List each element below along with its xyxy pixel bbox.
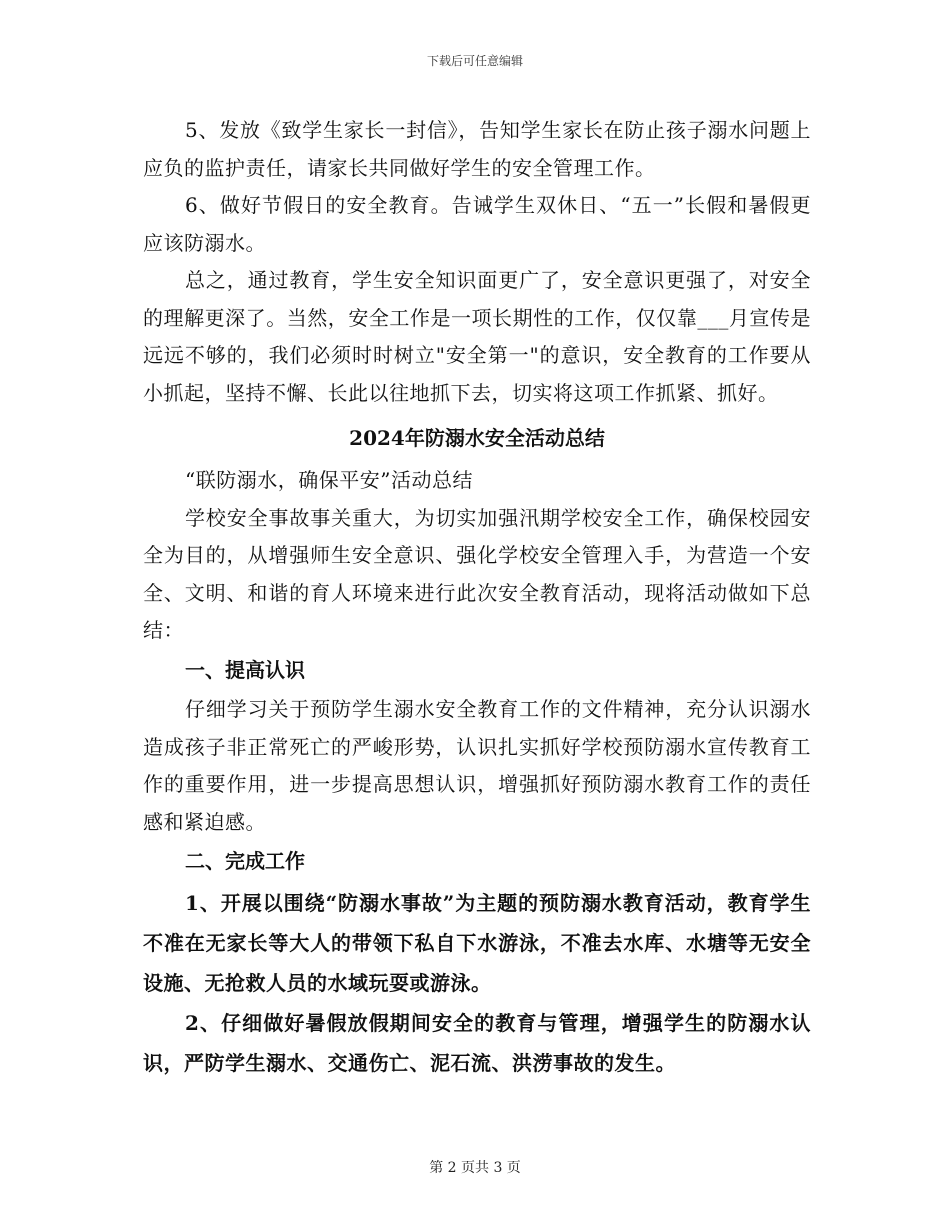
paragraph-item-6: 6、做好节假日的安全教育。告诫学生双休日、“五一”长假和暑假更应该防溺水。	[143, 193, 811, 255]
page-footer: 第 2 页共 3 页	[429, 1160, 521, 1176]
section-2-item-1: 1、开展以围绕“防溺水事故”为主题的预防溺水教育活动，教育学生不准在无家长等大人的带领下私自下水游泳，不准去水库、水塘等无安全设施、无抢救人员的水域玩耍或游泳。	[143, 890, 811, 995]
section-1-body: 仔细学习关于预防学生溺水安全教育工作的文件精神，充分认识溺水造成孩子非正常死亡的严峻形势，认识扎实抓好学校预防溺水宣传教育工作的重要作用，进一步提高思想认识，增强抓好预防溺水教育工作的责任感和紧迫感。	[143, 697, 811, 834]
section-heading-2: 二、完成工作	[185, 849, 305, 873]
document-subtitle: “联防溺水，确保平安”活动总结	[185, 468, 473, 492]
section-2-item-2: 2、仔细做好暑假放假期间安全的教育与管理，增强学生的防溺水认识，严防学生溺水、交通伤亡、泥石流、洪涝事故的发生。	[143, 1010, 811, 1075]
document-title: 2024年防溺水安全活动总结	[349, 426, 605, 450]
page-header: 下载后可任意编辑	[426, 54, 523, 68]
paragraph-summary: 总之，通过教育，学生安全知识面更广了，安全意识更强了，对安全的理解更深了。当然，安全工作是一项长期性的工作，仅仅靠___月宣传是远远不够的，我们必须时时树立"安全第一"的意识，安全教育的工作要从小抓起，坚持不懈、长此以往地抓下去，切实将这项工作抓紧、抓好。	[143, 268, 811, 405]
section-heading-1: 一、提高认识	[185, 657, 305, 682]
intro-paragraph: 学校安全事故事关重大，为切实加强汛期学校安全工作，确保校园安全为目的，从增强师生安全意识、强化学校安全管理入手，为营造一个安全、文明、和谐的育人环境来进行此次安全教育活动，现将活动做如下总结：	[143, 505, 811, 642]
paragraph-item-5: 5、发放《致学生家长一封信》，告知学生家长在防止孩子溺水问题上应负的监护责任，请家长共同做好学生的安全管理工作。	[143, 118, 811, 180]
document-body	[143, 112, 811, 1083]
